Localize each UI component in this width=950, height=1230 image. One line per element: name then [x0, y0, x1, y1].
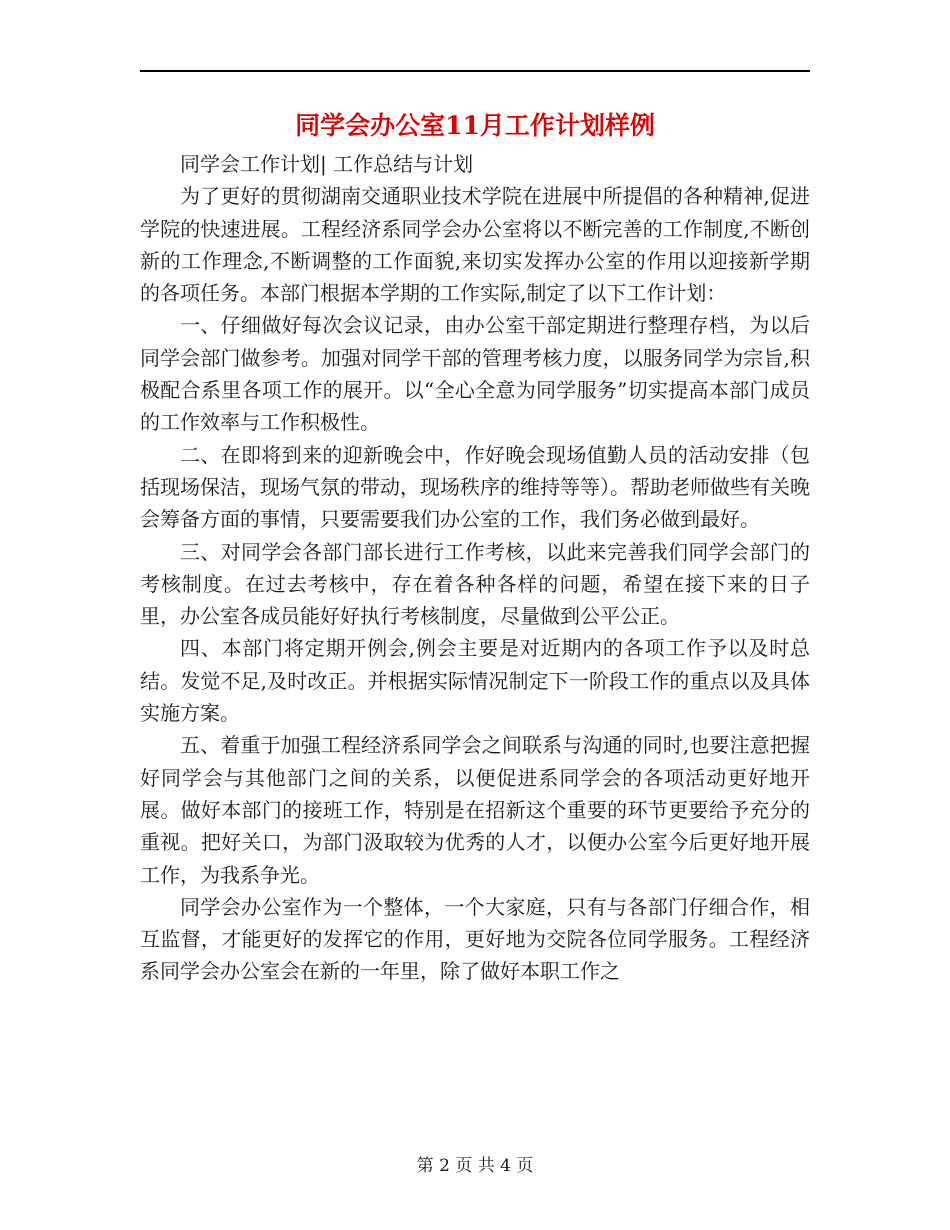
header-rule — [140, 70, 810, 72]
body-paragraph-item-4: 四、本部门将定期开例会,例会主要是对近期内的各项工作予以及时总结。发觉不足,及时改正。并根据实际情况制定下一阶段工作的重点以及具体实施方案。 — [140, 636, 810, 726]
body-paragraph-intro: 为了更好的贯彻湖南交通职业技术学院在进展中所提倡的各种精神,促进学院的快速进展。工程经济系同学会办公室将以不断完善的工作制度,不断创新的工作理念,不断调整的工作面貌,来切实发挥办公室的作用以迎接新学期的各项任务。本部门根据本学期的工作实际,制定了以下工作计划： — [140, 184, 810, 306]
document-subtitle: 同学会工作计划| 工作总结与计划 — [180, 152, 474, 176]
body-paragraph-closing: 同学会办公室作为一个整体，一个大家庭，只有与各部门仔细合作，相互监督，才能更好的发挥它的作用，更好地为交院各位同学服务。工程经济系同学会办公室会在新的一年里，除了做好本职工作之 — [140, 894, 810, 984]
body-paragraph-item-5: 五、着重于加强工程经济系同学会之间联系与沟通的同时,也要注意把握好同学会与其他部门之间的关系，以便促进系同学会的各项活动更好地开展。做好本部门的接班工作，特别是在招新这个重要的环节更要给予充分的重视。把好关口，为部门汲取较为优秀的人才，以便办公室今后更好地开展工作，为我系争光。 — [140, 733, 810, 887]
document-title: 同学会办公室11月工作计划样例 — [295, 111, 655, 140]
page-number-footer: 第 2 页 共 4 页 — [416, 1156, 534, 1176]
document-body — [140, 148, 810, 988]
body-paragraph-item-2: 二、在即将到来的迎新晚会中，作好晚会现场值勤人员的活动安排（包括现场保洁，现场气氛的带动，现场秩序的维持等等）。帮助老师做些有关晚会筹备方面的事情，只要需要我们办公室的工作，我们务必做到最好。 — [140, 442, 810, 532]
body-paragraph-item-3: 三、对同学会各部门部长进行工作考核，以此来完善我们同学会部门的考核制度。在过去考核中，存在着各种各样的问题，希望在接下来的日子里，办公室各成员能好好执行考核制度，尽量做到公平公正。 — [140, 539, 810, 629]
body-paragraph-item-1: 一、仔细做好每次会议记录，由办公室干部定期进行整理存档，为以后同学会部门做参考。加强对同学干部的管理考核力度，以服务同学为宗旨,积极配合系里各项工作的展开。以“全心全意为同学服务”切实提高本部门成员的工作效率与工作积极性。 — [140, 313, 810, 435]
